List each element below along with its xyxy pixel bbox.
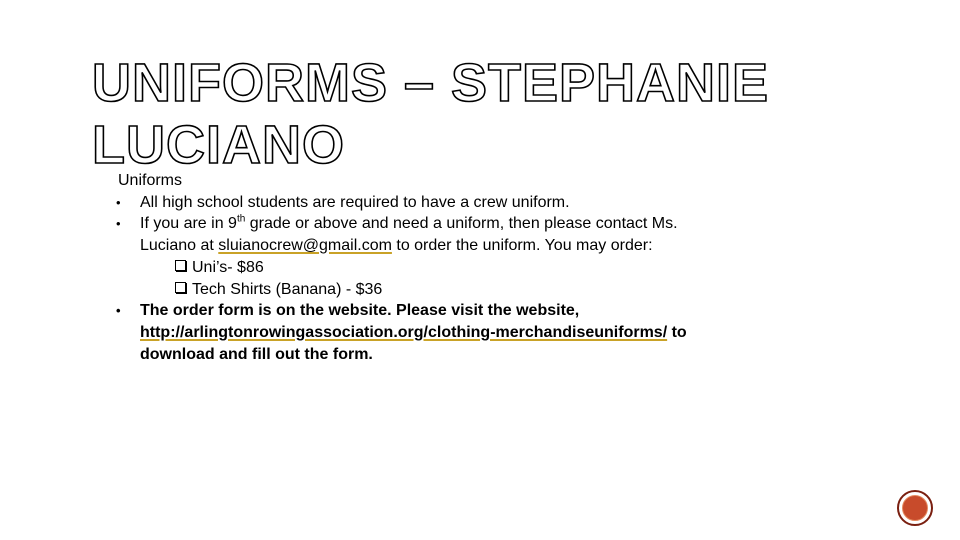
option-item	[118, 279, 798, 301]
bullet-continuation	[118, 344, 798, 366]
bullet-item	[118, 300, 798, 322]
bullet-icon: •	[116, 303, 121, 319]
website-link[interactable]: http://arlingtonrowingassociation.org/clothing-merchandiseuniforms/	[140, 323, 668, 341]
section-heading: Uniforms	[118, 172, 183, 189]
email-link[interactable]: sluianocrew@gmail.com	[218, 237, 392, 255]
badge-inner-circle	[902, 495, 928, 521]
bullet-continuation	[118, 322, 798, 344]
checkbox-bullet-icon	[175, 282, 186, 293]
bullet-continuation	[118, 235, 798, 257]
bullet-text: If you are in 9	[140, 215, 237, 233]
bullet-item	[118, 213, 798, 235]
bullet-text: Luciano at	[140, 237, 219, 255]
option-text: Uni’s- $86	[192, 258, 264, 276]
bullet-icon: •	[116, 194, 121, 210]
bullet-text: to order the uniform. You may order:	[391, 237, 653, 255]
slide-number-badge-icon	[897, 490, 933, 526]
bullet-text: All high school students are required to have a crew uniform.	[140, 193, 570, 211]
bullet-text: to	[667, 323, 687, 341]
bullet-text: grade or above and need a uniform, then please contact Ms.	[245, 215, 678, 233]
bullet-item	[118, 192, 798, 214]
bullet-text: download and fill out the form.	[140, 345, 373, 363]
slide-body	[118, 170, 798, 365]
option-item	[118, 257, 798, 279]
option-text: Tech Shirts (Banana) - $36	[192, 280, 383, 298]
checkbox-bullet-icon	[175, 260, 186, 271]
superscript-text: th	[236, 214, 246, 226]
bullet-icon: •	[116, 216, 121, 232]
bullet-text: The order form is on the website. Please visit the website,	[140, 302, 580, 320]
slide-title: UNIFORMS – STEPHANIE LUCIANO	[92, 53, 770, 175]
